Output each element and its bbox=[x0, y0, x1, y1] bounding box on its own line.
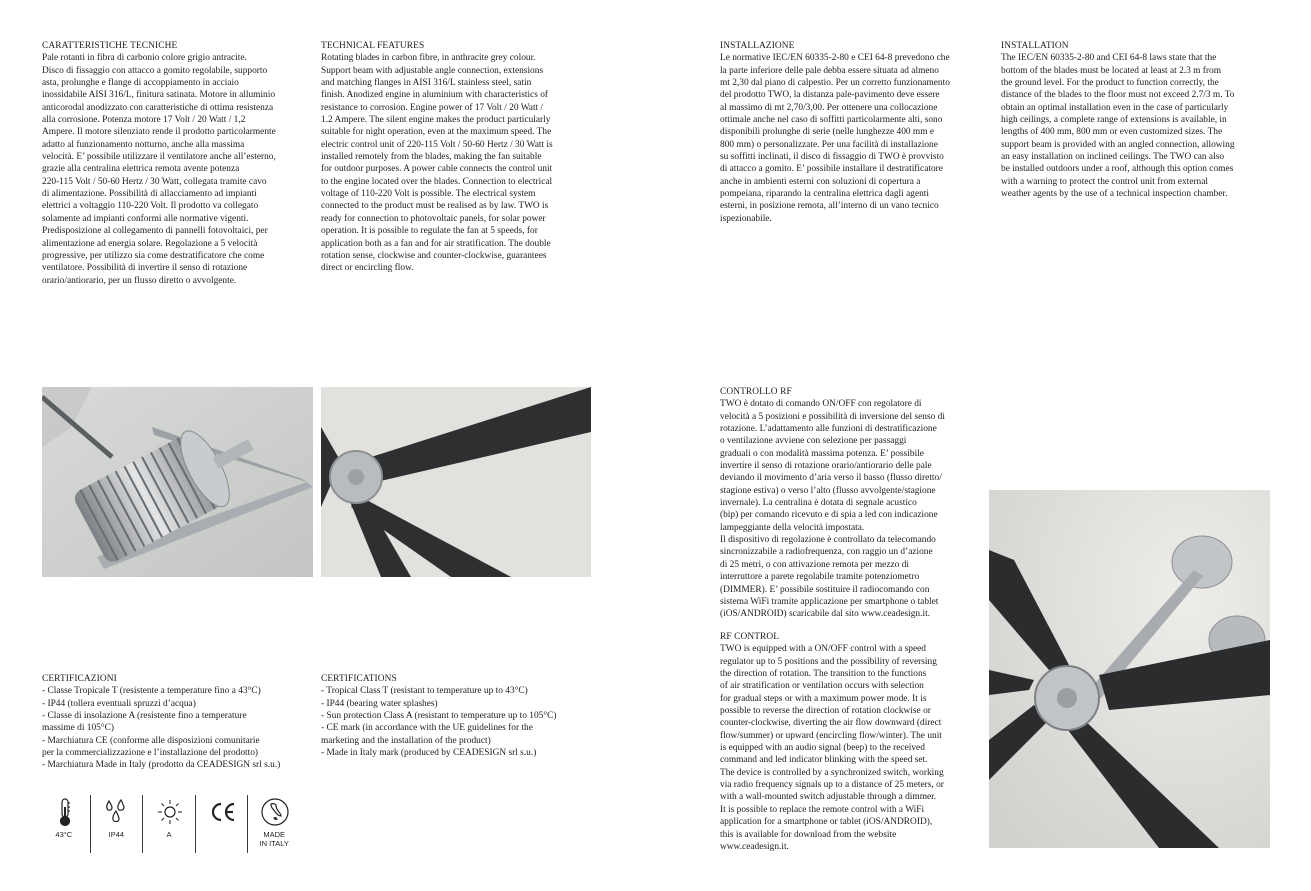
cert-thermometer bbox=[38, 795, 90, 853]
installation-it-title: INSTALLAZIONE bbox=[720, 41, 795, 51]
cert-thermometer-label: 43°C bbox=[55, 830, 73, 839]
rf-control-it bbox=[720, 386, 982, 621]
cert-sun bbox=[142, 795, 195, 853]
cert-made-in-italy bbox=[247, 795, 300, 853]
certification-icons bbox=[38, 795, 300, 853]
blade-hub-photo bbox=[321, 387, 591, 577]
rf-control-en bbox=[720, 631, 982, 853]
certifications-it-body: - Classe Tropicale T (resistente a temperature fino a 43°C) - IP44 (tollera eventuali spruzzi d’acqua) - Classe di insolazione A (resistente fino a temperature massime di 105°C) - Marchiatura CE (conforme alle disposizioni comunitarie per la commercializzazione e l’installazione del prodotto) - Marchiatura Made in Italy (prodotto da CEADESIGN srl s.u.) bbox=[42, 686, 281, 771]
thermometer-icon bbox=[50, 797, 80, 827]
installation-it-body: Le normative IEC/EN 60335-2-80 e CEI 64-8 prevedono che la parte inferiore delle pale debba essere situata ad almeno mt 2,30 dal piano di calpestio. Per un corretto funzionamento del prodotto TWO, la distanza pale-pavimento deve essere al massimo di mt 2,70/3,00. Per ottenere una collocazione ottimale anche nel caso di soffitti particolarmente alti, sono disponibili prolunghe di serie (nelle lunghezze 400 mm e 800 mm) o personalizzate. Per una facilità di installazione su soffitti inclinati, il disco di fissaggio di TWO è provvisto di attacco a gomito. E’ possibile installare il destratificatore anche in ambienti esterni con soluzioni di copertura a pompeiana, riparando la centralina elettrica dagli agenti esterni, in posizione remota, all’interno di un vano tecnico ispezionabile. bbox=[720, 53, 950, 224]
tech-features-it-title: CARATTERISTICHE TECNICHE bbox=[42, 41, 178, 51]
tech-features-en bbox=[321, 40, 593, 275]
tech-features-en-body: Rotating blades in carbon fibre, in anthracite grey colour. Support beam with adjustable angle connection, extensions and matching flanges in AISI 316/L stainless steel, satin finish. Anodized engine in aluminium with characteristics of resistance to corrosion. Engine power of 17 Volt / 20 Watt / 1.2 Ampere. The silent engine makes the product particularly suitable for night operation, even at the maximum speed. The electric control unit of 220-115 Volt / 50-60 Hertz / 30 Watt is installed remotely from the blades, making the fan suitable for outdoor purposes. A power cable connects the control unit to the engine located over the blades. Connection to electrical voltage of 110-220 Volt is possible. The electrical system connected to the product must be realised as by law. TWO is ready for connection to photovoltaic panels, for solar power operation. It is possible to regulate the fan at 5 speeds, for application both as a fan and for air stratification. The double rotation sense, clockwise and counter-clockwise, guarantees direct or encircling flow. bbox=[321, 53, 553, 274]
installation-en bbox=[1001, 40, 1281, 200]
certifications-it-title: CERTIFICAZIONI bbox=[42, 674, 117, 684]
certifications-it bbox=[42, 673, 317, 772]
rf-control-it-title: CONTROLLO RF bbox=[720, 387, 792, 397]
certifications-en bbox=[321, 673, 596, 759]
cert-ip44-label: IP44 bbox=[108, 830, 125, 839]
cert-sun-label: A bbox=[166, 830, 172, 839]
tech-features-en-title: TECHNICAL FEATURES bbox=[321, 41, 425, 51]
sun-icon bbox=[155, 797, 185, 827]
cert-ip44 bbox=[90, 795, 143, 853]
certifications-en-body: - Tropical Class T (resistant to temperature up to 43°C) - IP44 (bearing water splashes) - Sun protection Class A (resistant to temperature up to 105°C) - CE mark (in accordance with the UE guidelines for the marketing and the installation of the product) - Made in Italy mark (produced by CEADESIGN srl s.u.) bbox=[321, 686, 557, 759]
water-drops-icon bbox=[103, 797, 133, 827]
tech-features-it-body: Pale rotanti in fibra di carbonio colore grigio antracite. Disco di fissaggio con attacco a gomito regolabile, supporto asta, prolunghe e flange di accoppiamento in acciaio inossidabile AISI 316/L, finitura satinata. Motore in alluminio anticorodal anodizzato con caratteristiche di ottima resistenza alla corrosione. Potenza motore 17 Volt / 20 Watt / 1,2 Ampere. Il motore silenziato rende il prodotto particolarmente adatto al funzionamento notturno, anche alla massima velocità. E’ possibile utilizzare il ventilatore anche all’esterno, grazie alla centralina elettrica remota avente potenza 220-115 Volt / 50-60 Hertz / 30 Watt, collegata tramite cavo di alimentazione. Possibilità di allacciamento ad impianti elettrici a voltaggio 110-220 Volt. Il prodotto va collegato solamente ad impianti conformi alle normative vigenti. Predisposizione al collegamento di pannelli fotovoltaici, per alimentazione ad energia solare. Regolazione a 5 velocità progressive, per utilizzo sia come destratificatore che come ventilatore. Possibilità di invertire il senso di rotazione orario/antiorario, per un flusso diretto o avvolgente. bbox=[42, 53, 276, 286]
rf-control-it-body: TWO è dotato di comando ON/OFF con regolatore di velocità a 5 posizioni e possibilità di inversione del senso di rotazione. L’adattamento alle funzioni di destratificazione o ventilazione avviene con selezione per passaggi graduali o con modalità massima potenza. E’ possibile invertire il senso di rotazione orario/antiorario delle pale deviando il movimento d’aria verso il basso (flusso diretto/ stagione estiva) o verso l’alto (flusso avvolgente/stagione invernale). La centralina è dotata di segnale acustico (bip) per comando ricevuto e di spia a led con indicazione lampeggiante della velocità impostata. Il dispositivo di regolazione è controllato da telecomando sincronizzabile a radiofrequenza, con raggio un d’azione di 25 metri, o con attivazione remota per mezzo di interruttore a parete regolabile tramite potenziometro (DIMMER). E’ possibile sostituire il radiocomando con sistema WiFi tramite applicazione per smartphone o tablet (iOS/ANDROID) scaricabile dal sito www.ceadesign.it. bbox=[720, 399, 945, 620]
motor-photo bbox=[42, 387, 313, 577]
tech-features-it bbox=[42, 40, 314, 287]
italy-map-icon bbox=[260, 797, 290, 827]
rf-control-en-title: RF CONTROL bbox=[720, 632, 780, 642]
certifications-en-title: CERTIFICATIONS bbox=[321, 674, 397, 684]
rf-control-en-body: TWO is equipped with a ON/OFF control with a speed regulator up to 5 positions and the possibility of reversing the direction of rotation. The transition to the functions of air stratification or ventilation occurs with selection for gradual steps or with a maximum power mode. It is possible to reverse the direction of rotation clockwise or counter-clockwise, diverting the air flow downward (direct flow/summer) or upward (encircling flow/winter). The unit is equipped with an audio signal (beep) to the received command and led indicator blinking with the speed set. The device is controlled by a synchronized switch, working via radio frequency signals up to a distance of 25 meters, or with a wall-mounted switch adjustable through a dimmer. It is possible to replace the remote control with a WiFi application for a smartphone or tablet (iOS/ANDROID), this is available for download from the website www.ceadesign.it. bbox=[720, 644, 944, 852]
installation-en-title: INSTALLATION bbox=[1001, 41, 1069, 51]
installation-it bbox=[720, 40, 992, 225]
installation-en-body: The IEC/EN 60335-2-80 and CEI 64-8 laws state that the bottom of the blades must be located at least at 2.3 m from the ground level. For the product to function correctly, the distance of the blades to the floor must not exceed 2.7/3 m. To obtain an optimal installation even in the case of particularly high ceilings, a complete range of extensions is available, in lengths of 400 mm, 800 mm or even customized sizes. The support beam is provided with an angled connection, allowing an easy installation on inclined ceilings. The TWO can also be installed outdoors under a roof, although this option comes with a warning to protect the control unit from external weather agents by the use of a technical inspection chamber. bbox=[1001, 53, 1235, 200]
ce-mark-icon bbox=[208, 797, 238, 827]
cert-made-in-italy-label: MADE IN ITALY bbox=[259, 830, 289, 848]
ceiling-fan-photo bbox=[989, 490, 1270, 848]
cert-ce bbox=[195, 795, 248, 853]
